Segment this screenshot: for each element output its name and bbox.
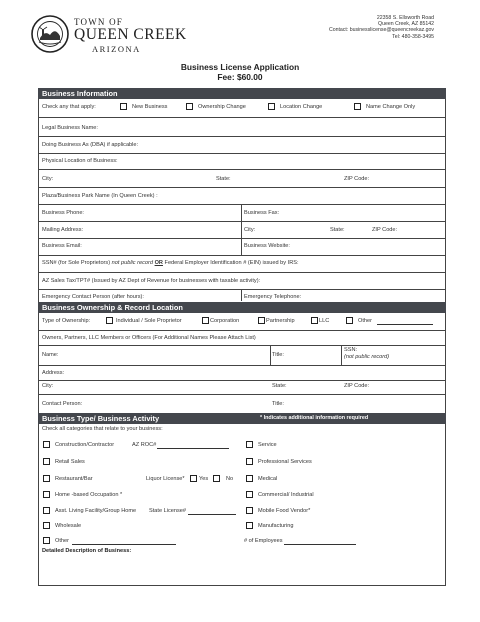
medical-checkbox[interactable] (246, 475, 253, 482)
detailed-description-label: Detailed Description of Business: (42, 548, 132, 554)
name-change-label: Name Change Only (366, 104, 416, 110)
state-license-line[interactable] (188, 514, 236, 515)
owner-city-field[interactable]: City: (42, 383, 54, 389)
ssn-not-public: not public record (111, 260, 154, 266)
corporation-label: Corporation (210, 318, 240, 324)
fee-label: Fee: $60.00 (217, 72, 263, 82)
address-line[interactable]: Contact: businesslicense@queencreekaz.gov (328, 27, 434, 34)
ssn-label: SSN# (for Sole Proprietors) (42, 260, 111, 266)
sole-proprietor-checkbox[interactable] (106, 317, 113, 324)
business-phone-field[interactable]: Business Phone: (42, 210, 84, 216)
assisted-living-label: Asst. Living Facility/Group Home (55, 508, 137, 514)
owners-note: Owners, Partners, LLC Members or Officers (For Additional Names Please Attach List) (42, 335, 256, 341)
ssn-ein-field[interactable] (42, 260, 299, 267)
mobile-food-vendor-label: Mobile Food Vendor* (258, 508, 311, 514)
business-email-field[interactable]: Business Email: (42, 243, 82, 249)
owner-state-field[interactable]: State: (272, 383, 287, 389)
professional-services-checkbox[interactable] (246, 458, 253, 465)
town-seal (30, 14, 70, 54)
address-line: 22358 S. Ellsworth Road (376, 15, 434, 21)
row-divider (38, 153, 446, 154)
other-ownership-checkbox[interactable] (346, 317, 353, 324)
row-divider (38, 255, 446, 256)
row-divider (38, 330, 446, 331)
commercial-industrial-checkbox[interactable] (246, 491, 253, 498)
address-line: Tel: 480-358-3495 (392, 33, 434, 40)
service-label: Service (258, 442, 277, 448)
check-all-label: Check all categories that relate to your business: (42, 426, 163, 432)
row-divider (38, 221, 446, 222)
mobile-food-vendor-checkbox[interactable] (246, 507, 253, 514)
other-ownership-label: Other (358, 318, 372, 324)
contact-person-field[interactable]: Contact Person: (42, 401, 83, 407)
column-divider (241, 204, 242, 255)
owner-title-field[interactable]: Title: (272, 352, 284, 358)
row-divider (38, 117, 446, 118)
state-field[interactable]: State: (216, 176, 231, 182)
assisted-living-checkbox[interactable] (43, 507, 50, 514)
liquor-yes-label: Yes (199, 476, 209, 482)
partnership-label: Partnership (266, 318, 295, 324)
required-note: * Indicates additional information required (260, 415, 369, 421)
state-license-label: State License# (149, 508, 187, 514)
state-name: ARIZONA (92, 44, 141, 54)
zip-field[interactable]: ZIP Code: (344, 176, 370, 182)
town-name: QUEEN CREEK (74, 26, 187, 43)
ownership-change-label: Ownership Change (198, 104, 246, 110)
business-fax-field[interactable]: Business Fax: (244, 210, 280, 216)
city-field[interactable]: City: (42, 176, 54, 182)
row-divider (38, 238, 446, 239)
town-of-text: TOWN OF (74, 17, 123, 27)
location-change-label: Location Change (280, 104, 323, 110)
construction-checkbox[interactable] (43, 441, 50, 448)
row-divider (38, 272, 446, 273)
medical-label: Medical (258, 476, 278, 482)
professional-services-label: Professional Services (258, 459, 312, 465)
name-change-checkbox[interactable] (354, 103, 361, 110)
office-address (329, 15, 434, 40)
partnership-checkbox[interactable] (258, 317, 265, 324)
az-roc-label: AZ ROC# (132, 442, 157, 448)
manufacturing-checkbox[interactable] (246, 522, 253, 529)
row-divider (38, 187, 446, 188)
owner-ssn-note: (not public record) (344, 354, 390, 360)
home-based-checkbox[interactable] (43, 491, 50, 498)
retail-sales-checkbox[interactable] (43, 458, 50, 465)
row-divider (38, 289, 446, 290)
physical-location-field[interactable]: Physical Location of Business: (42, 158, 118, 164)
owner-zip-field[interactable]: ZIP Code: (344, 383, 370, 389)
mailing-zip-field[interactable]: ZIP Code: (372, 227, 398, 233)
wholesale-label: Wholesale (55, 523, 82, 529)
employees-label: # of Employees (244, 538, 283, 544)
location-change-checkbox[interactable] (268, 103, 275, 110)
row-divider (38, 169, 446, 170)
employees-line[interactable] (284, 544, 356, 545)
section-business-type (38, 413, 446, 424)
restaurant-bar-label: Restaurant/Bar (55, 476, 93, 482)
emergency-contact-field[interactable]: Emergency Contact Person (after hours): (42, 294, 144, 300)
manufacturing-label: Manufacturing (258, 523, 294, 529)
liquor-yes-checkbox[interactable] (190, 475, 197, 482)
ownership-change-checkbox[interactable] (186, 103, 193, 110)
row-divider (38, 345, 446, 346)
section-business-type-title: Business Type/ Business Activity (42, 414, 160, 423)
new-business-label: New Business (132, 104, 168, 110)
detailed-description-field[interactable] (40, 556, 444, 584)
home-based-label: Home -based Occupation * (55, 492, 123, 498)
commercial-industrial-label: Commercial/ Industrial (258, 492, 314, 498)
ownership-type-label: Type of Ownership: (42, 318, 91, 324)
dba-field[interactable]: Doing Business As (DBA) if applicable: (42, 142, 139, 148)
retail-sales-label: Retail Sales (55, 459, 85, 465)
mailing-state-field[interactable]: State: (330, 227, 345, 233)
owner-name-field[interactable]: Name: (42, 352, 59, 358)
row-divider (38, 204, 446, 205)
owner-ssn-field[interactable]: SSN: (344, 347, 358, 353)
owner-address-field[interactable]: Address: (42, 370, 65, 376)
wholesale-checkbox[interactable] (43, 522, 50, 529)
mailing-address-field[interactable]: Mailing Address: (42, 227, 84, 233)
business-website-field[interactable]: Business Website: (244, 243, 290, 249)
check-apply-label: Check any that apply: (42, 104, 96, 110)
section-business-information: Business Information (38, 88, 446, 99)
new-business-checkbox[interactable] (120, 103, 127, 110)
liquor-no-label: No (226, 476, 234, 482)
legal-name-field[interactable]: Legal Business Name: (42, 125, 98, 131)
plaza-field[interactable]: Plaza/Business Park Name (In Queen Creek) : (42, 193, 158, 199)
restaurant-bar-checkbox[interactable] (43, 475, 50, 482)
corporation-checkbox[interactable] (202, 317, 209, 324)
other-type-line[interactable] (72, 544, 176, 545)
ssn-or: OR (154, 260, 163, 266)
sole-proprietor-label: Individual / Sole Proprietor (116, 318, 182, 324)
row-divider (38, 136, 446, 137)
sales-tax-field[interactable]: AZ Sales Tax/TPT# (Issued by AZ Dept of Revenue for businesses with taxable activity): (42, 278, 261, 284)
az-roc-line[interactable] (157, 448, 229, 449)
contact-title-field[interactable]: Title: (272, 401, 284, 407)
section-ownership: Business Ownership & Record Location (38, 302, 446, 313)
column-divider (241, 289, 242, 301)
service-checkbox[interactable] (246, 441, 253, 448)
row-divider (38, 365, 446, 366)
form-title: Business License Application (180, 62, 300, 72)
llc-checkbox[interactable] (311, 317, 318, 324)
llc-label: LLC (319, 318, 330, 324)
mailing-city-field[interactable]: City: (244, 227, 256, 233)
address-line: Queen Creek, AZ 85142 (378, 21, 434, 28)
construction-label: Construction/Contractor (55, 442, 115, 448)
row-divider (38, 380, 446, 381)
column-divider (270, 345, 271, 365)
other-type-checkbox[interactable] (43, 537, 50, 544)
liquor-no-checkbox[interactable] (213, 475, 220, 482)
other-ownership-line[interactable] (377, 324, 433, 325)
other-type-label: Other (55, 538, 69, 544)
emergency-telephone-field[interactable]: Emergency Telephone: (244, 294, 302, 300)
liquor-license-label: Liquor License* (146, 476, 185, 482)
ein-label: Federal Employer Identification # (EIN) issued by IRS: (164, 260, 299, 266)
column-divider (341, 345, 342, 365)
row-divider (38, 394, 446, 395)
